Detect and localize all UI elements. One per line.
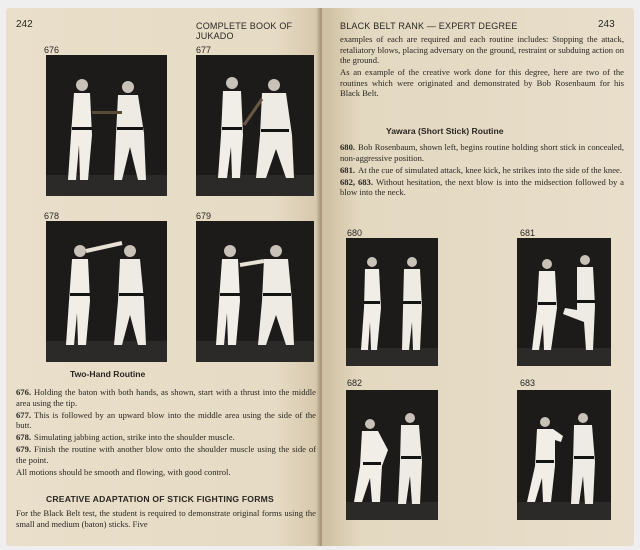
intro-paragraph: examples of each are required and each routine includes: Stopping the attack, retaliatory blows, placing adversary on the ground, restraint or subduing action on the ground. <box>340 34 624 66</box>
photo-figure-679 <box>196 221 314 362</box>
photo-figure-683 <box>517 390 611 520</box>
figure-number: 682 <box>347 378 363 388</box>
step-paragraph: 682, 683. Without hesitation, the next blow is into the midsection followed by a blow into the neck. <box>340 176 624 198</box>
photo-679-image <box>196 221 314 362</box>
section-paragraph: For the Black Belt test, the student is required to demonstrate original forms using the small and medium (baton) sticks. Five <box>16 508 316 529</box>
right-steps-text <box>340 142 624 199</box>
left-body-text <box>16 387 316 479</box>
running-head: BLACK BELT RANK — EXPERT DEGREE <box>340 21 518 31</box>
step-paragraph: 678. Simulating jabbing action, strike into the shoulder muscle. <box>16 432 235 443</box>
photo-683-image <box>517 390 611 520</box>
photo-678-image <box>46 221 167 362</box>
photo-677-image <box>196 55 314 196</box>
photo-figure-680 <box>346 238 438 366</box>
page-number: 243 <box>598 19 615 30</box>
routine-title: Yawara (Short Stick) Routine <box>386 126 504 136</box>
photo-682-image <box>346 390 438 520</box>
step-paragraph: 680. Bob Rosenbaum, shown left, begins routine holding short stick in concealed, non-aggressive position. <box>340 142 624 163</box>
photo-figure-678 <box>46 221 167 362</box>
step-paragraph: 676. Holding the baton with both hands, as shown, start with a thrust into the middle area using the tip. <box>16 387 316 408</box>
section-body <box>16 508 316 531</box>
closing-note: All motions should be smooth and flowing, with good control. <box>16 467 231 478</box>
routine-title: Two-Hand Routine <box>70 369 146 379</box>
photo-680-image <box>346 238 438 366</box>
photo-681-image <box>517 238 611 366</box>
right-intro-text <box>340 34 624 101</box>
photo-figure-681 <box>517 238 611 366</box>
photo-figure-676 <box>46 55 167 196</box>
intro-paragraph: As an example of the creative work done for this degree, here are two of the routines which were originated and demonstrated by Bob Rosenbaum for his Black Belt. <box>340 67 624 99</box>
page-number: 242 <box>16 19 33 30</box>
figure-number: 676 <box>44 45 60 55</box>
figure-number: 681 <box>520 228 536 238</box>
section-heading: CREATIVE ADAPTATION OF STICK FIGHTING FORMS <box>46 494 274 504</box>
figure-number: 679 <box>196 211 212 221</box>
figure-number: 677 <box>196 45 212 55</box>
right-page <box>322 8 634 546</box>
figure-number: 683 <box>520 378 536 388</box>
photo-676-image <box>46 55 167 196</box>
figure-number: 680 <box>347 228 363 238</box>
photo-figure-682 <box>346 390 438 520</box>
figure-number: 678 <box>44 211 60 221</box>
step-paragraph: 681. At the cue of simulated attack, knee kick, he strikes into the side of the knee. <box>340 164 622 175</box>
left-page <box>6 8 322 546</box>
photo-figure-677 <box>196 55 314 196</box>
running-head: COMPLETE BOOK OF JUKADO <box>196 21 293 41</box>
step-paragraph: 679. Finish the routine with another blow onto the shoulder muscle using the side of the point. <box>16 444 316 466</box>
step-paragraph: 677. This is followed by an upward blow into the middle area using the side of the butt. <box>16 409 316 431</box>
